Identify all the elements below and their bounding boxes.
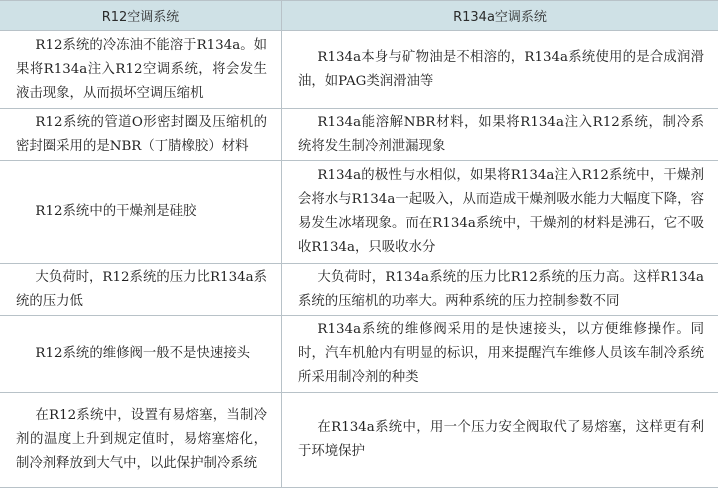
cell-r134a: [282, 264, 718, 315]
cell-text: R12系统的冷冻油不能溶于R134a。如果将R134a注入R12空调系统，将会发生液击现象，从而损坏空调压缩机: [16, 37, 267, 101]
header-r12: R12空调系统: [0, 1, 282, 30]
header-r134a: R134a空调系统: [453, 10, 547, 25]
cell-r12: [0, 393, 282, 487]
cell-r134a: [282, 393, 718, 487]
cell-text: R134a能溶解NBR材料，如果将R134a注入R12系统，制冷系统将发生制冷剂泄漏现象: [298, 114, 704, 154]
cell-r134a: [282, 109, 718, 160]
table-row: [0, 316, 718, 393]
cell-r134a: [282, 31, 718, 108]
cell-r134a: [282, 316, 718, 392]
cell-text: 大负荷时，R134a系统的压力比R12系统的压力高。这样R134a系统的压缩机的功率大。两种系统的压力控制参数不同: [298, 269, 704, 309]
cell-r12: [0, 31, 282, 108]
table-row: [0, 109, 718, 161]
cell-text: 在R12系统中，设置有易熔塞，当制冷剂的温度上升到规定值时，易熔塞熔化，制冷剂释放到大气中，以此保护制冷系统: [16, 408, 267, 471]
table-row: [0, 393, 718, 487]
cell-r134a: [282, 161, 718, 263]
cell-text: R12系统中的干燥剂是硅胶: [35, 204, 197, 219]
cell-r12: [0, 109, 282, 160]
cell-text: R134a本身与矿物油是不相溶的，R134a系统使用的是合成润滑油，如PAG类润滑油等: [298, 49, 704, 89]
cell-r12: [0, 264, 282, 315]
cell-text: R134a的极性与水相似，如果将R134a注入R12系统中，干燥剂会将水与R134a一起吸入，从而造成干燥剂吸水能力大幅度下降，容易发生冰堵现象。而在R134a系统中，干燥剂的材料是沸石，它不吸收R134a，只吸收水分: [298, 168, 704, 255]
cell-r12: [0, 316, 282, 392]
cell-r12: [0, 161, 282, 263]
table-row: [0, 31, 718, 109]
cell-text: 在R134a系统中，用一个压力安全阀取代了易熔塞，这样更有利于环境保护: [298, 420, 704, 459]
cell-text: R12系统的管道O形密封圈及压缩机的密封圈采用的是NBR（丁腈橡胶）材料: [16, 114, 267, 154]
table-row: [0, 264, 718, 316]
cell-text: 大负荷时，R12系统的压力比R134a系统的压力低: [16, 269, 267, 309]
cell-text: R12系统的维修阀一般不是快速接头: [35, 346, 251, 361]
table-row: [0, 161, 718, 264]
table-header: [0, 1, 718, 31]
cell-text: R134a系统的维修阀采用的是快速接头，以方便维修操作。同时，汽车机舱内有明显的标识，用来提醒汽车维修人员该车制冷系统所采用制冷剂的种类: [298, 322, 704, 385]
